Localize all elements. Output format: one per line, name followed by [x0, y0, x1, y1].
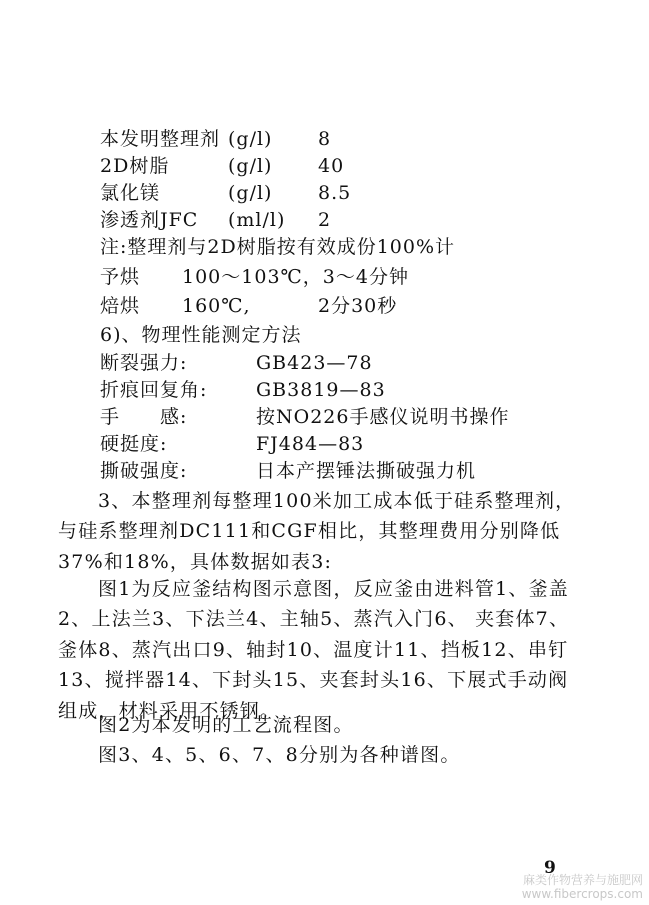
- formula-value: 40: [318, 155, 345, 177]
- pre-drying-condition: 100～103℃，3～4分钟: [182, 266, 409, 288]
- paragraph-figure-2-text: 图2为本发明的工艺流程图。: [98, 714, 354, 736]
- test-label: 硬挺度:: [100, 433, 168, 455]
- paragraph-figures-3-8: [58, 740, 578, 770]
- test-label: 断裂强力:: [100, 352, 188, 374]
- test-label: 折痕回复角:: [100, 379, 208, 401]
- watermark-line-1: 麻类作物营养与施肥网: [522, 873, 643, 887]
- test-method: 日本产摆锤法撕破强力机: [256, 460, 477, 482]
- pre-drying-label: 予烘: [100, 266, 141, 288]
- paragraph-cost: [58, 486, 578, 577]
- paragraph-figure-1-text: 图1为反应釜结构图示意图，反应釜由进料管1、釜盖2、上法兰3、下法兰4、主轴5、蒸汽入门6、 夹套体7、釜体8、蒸汽出口9、轴封10、温度计11、挡板12、串钉13、搅拌器14、下封头15、夹套封头16、下展式手动阀组成，材料采用不锈钢。: [58, 578, 570, 722]
- test-method: GB423—78: [256, 352, 373, 374]
- formula-value: 8.5: [318, 182, 352, 204]
- baking-temp: 160℃,: [182, 295, 251, 317]
- formula-value: 8: [318, 128, 332, 150]
- site-watermark: [522, 873, 643, 901]
- formula-unit: (g/l): [228, 182, 273, 204]
- test-label: 撕破强度:: [100, 460, 188, 482]
- page-number: 9: [544, 858, 556, 878]
- formula-name: 本发明整理剂: [100, 128, 221, 150]
- formula-unit: (ml/l): [228, 209, 286, 231]
- formula-unit: (g/l): [228, 155, 273, 177]
- test-method: FJ484—83: [256, 433, 365, 455]
- watermark-line-2: www.fibercrops.com: [521, 887, 643, 901]
- paragraph-cost-text: 3、本整理剂每整理100米加工成本低于硅系整理剂，与硅系整理剂DC111和CGF相比，其整理费用分别降低37%和18%，具体数据如表3:: [58, 490, 576, 573]
- baking-label: 焙烘: [100, 295, 141, 317]
- test-method: GB3819—83: [256, 379, 386, 401]
- baking-time: 2分30秒: [318, 295, 398, 317]
- test-method: 按NO226手感仪说明书操作: [256, 406, 510, 428]
- formula-name: 氯化镁: [100, 182, 161, 204]
- test-heading: 6)、物理性能测定方法: [100, 324, 302, 346]
- paragraph-figure-2: [58, 710, 578, 740]
- paragraph-figure-1: [58, 574, 578, 726]
- test-label: 手 感:: [100, 406, 188, 428]
- formula-value: 2: [318, 209, 332, 231]
- note-text: 注:整理剂与2D树脂按有效成份100%计: [100, 236, 456, 258]
- formula-unit: (g/l): [228, 128, 273, 150]
- paragraph-figures-3-8-text: 图3、4、5、6、7、8分别为各种谱图。: [98, 744, 461, 766]
- formula-name: 渗透剂JFC: [100, 209, 199, 231]
- formula-name: 2D树脂: [100, 155, 170, 177]
